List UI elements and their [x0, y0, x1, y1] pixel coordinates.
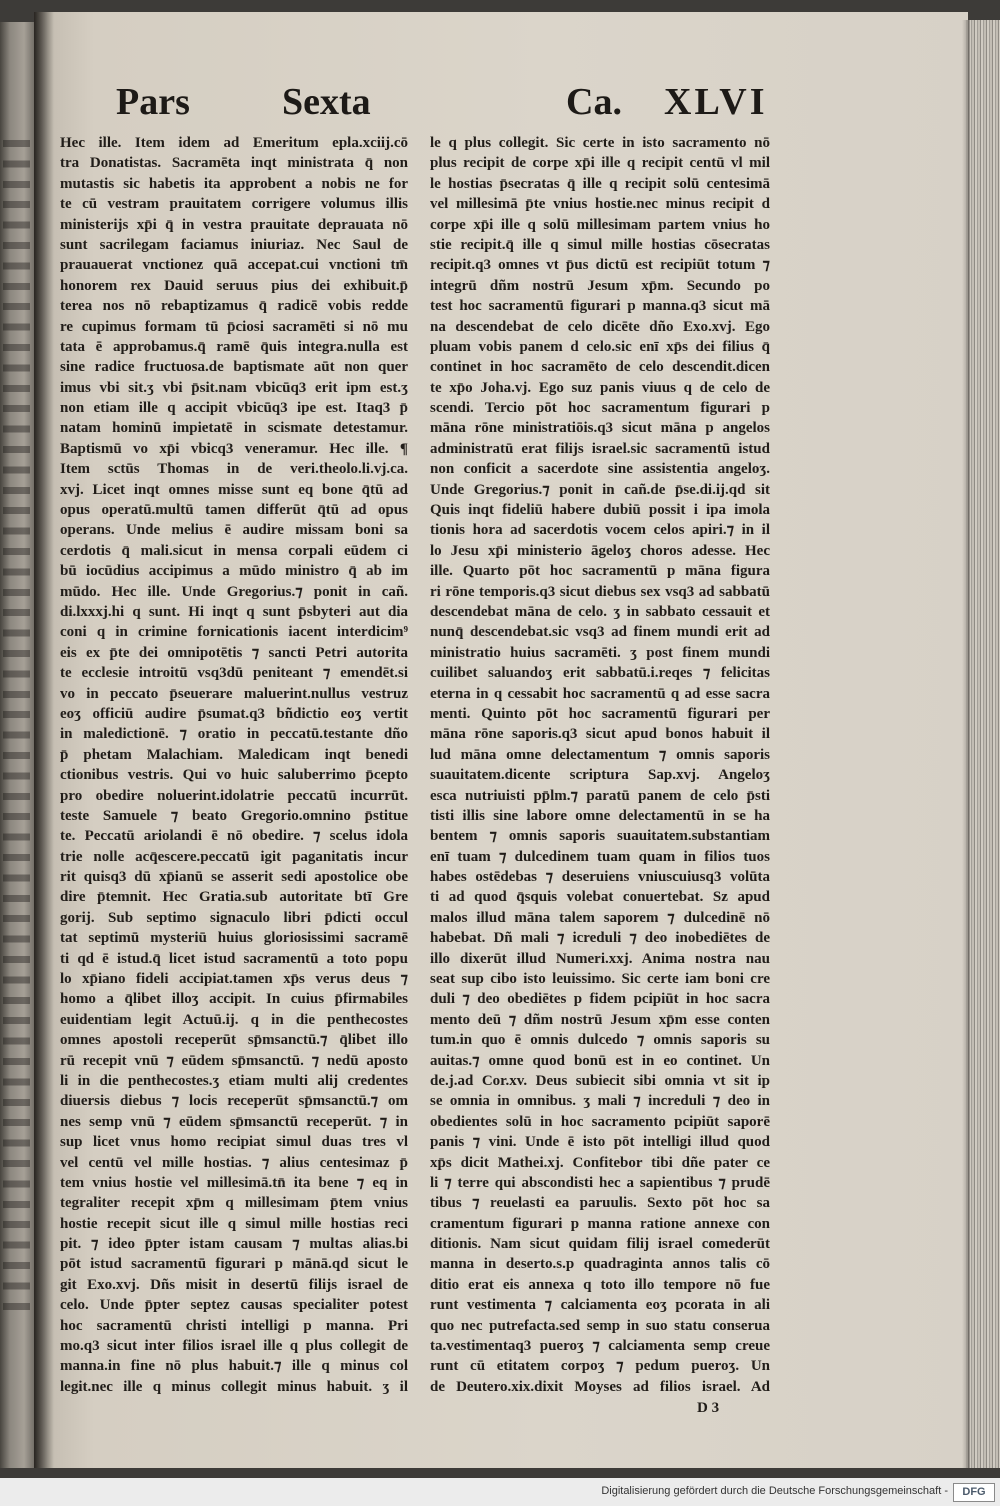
- text-line-content: teste Samuele ⁊ beato Gregorio.omnino p̄stitue: [60, 807, 408, 824]
- text-line: [430, 357, 770, 377]
- text-line: [430, 1091, 770, 1111]
- text-line-content: menti. Quinto pōt hoc sacramentū figurari per: [430, 705, 770, 722]
- text-line: [430, 786, 770, 806]
- text-line-content: tum.in quo ē omnis dulcedo ⁊ omnis saporis su: [430, 1032, 770, 1049]
- text-line: [60, 255, 408, 275]
- text-line: [60, 317, 408, 337]
- text-line: [430, 459, 770, 479]
- text-line-content: seat sup cibo isto leuissimo. Sic certe iam boni cre: [430, 971, 770, 988]
- text-line-content: euidentiam legit Actuū.ij. q in die penthecostes: [60, 1011, 408, 1028]
- text-line-content: mutastis sic habetis ita approbent a nobis ne for: [60, 175, 408, 192]
- text-line-content: dire p̄temnit. Hec Gratia.sub autoritate btī Gre: [60, 889, 408, 906]
- text-line: [60, 989, 408, 1009]
- text-line: [430, 847, 770, 867]
- folio-number: XLVI: [664, 81, 768, 123]
- text-line: [430, 1316, 770, 1336]
- text-line-content: coni q in crimine fornicationis iacent interdicim⁹: [60, 624, 408, 641]
- text-line-content: mo.q3 sicut inter filios israel ille q plus collegit de: [60, 1338, 408, 1355]
- text-line-content: auitas.⁊ omne quod bonū est in eo continet. Un: [430, 1052, 770, 1069]
- text-line-content: eoʒ officiū audire p̄sumat.q3 bñdictio eoʒ vertit: [60, 705, 408, 722]
- text-line-content: stie recipit.q̄ ille q simul mille hostias cōsecratas: [430, 236, 770, 253]
- text-line: [430, 500, 770, 520]
- text-line: [60, 643, 408, 663]
- text-line-content: diuersis diebus ⁊ locis receperūt sp̄msanctū.⁊ om: [60, 1093, 408, 1110]
- text-line-content: te ecclesie introitū vsq3dū peniteant ⁊ emendēt.si: [60, 665, 408, 682]
- text-line-content: operans. Unde melius ē audire missam boni sa: [60, 522, 408, 539]
- text-line-content: manna.in fine nō plus habuit.⁊ ille q minus col: [60, 1358, 408, 1375]
- text-line-content: ministerijs xp̄i q̄ in vestra prauitate deprauata nō: [60, 216, 408, 233]
- text-line-content: non etiam ille q accipit vbicūq3 ipe est. Itaq3 p̄: [60, 400, 408, 417]
- text-line: [60, 663, 408, 683]
- text-line: [430, 928, 770, 948]
- text-line-content: pit. ⁊ ideo p̄pter istam causam ⁊ multas alias.bi: [60, 1236, 408, 1253]
- text-line: [430, 174, 770, 194]
- text-line-content: se omnia in omnibus. ʒ mali ⁊ increduli ⁊ deo in: [430, 1093, 770, 1110]
- text-line-content: ti ad quod q̄squis volebat conuertebat. Sz apud: [430, 889, 770, 906]
- digitization-credit-bar: [0, 1478, 1000, 1506]
- signature-mark: D 3: [697, 1400, 720, 1416]
- text-line-content: opus operatū.multū tamen differūt q̄tū ad opus: [60, 502, 408, 519]
- text-line-content: cerdotis q̄ mali.sicut in mensa corpali eūdem ci: [60, 542, 408, 559]
- text-line-content: sunt sacrilegam faciamus iniuriaz. Nec Saul de: [60, 236, 408, 253]
- text-line-content: runt cū etitatem corpoʒ ⁊ pedum pueroʒ. Un: [430, 1358, 770, 1375]
- text-line-content: Quis inqt fideliū habere dubiū possit i ipa imola: [430, 502, 770, 519]
- text-line: [60, 1132, 408, 1152]
- previous-page-text-fragments: [3, 134, 30, 1314]
- text-line-content: scendi. Tercio pōt hoc sacramentum figurari p: [430, 400, 770, 417]
- text-line: [60, 724, 408, 744]
- text-line-content: li ⁊ terre qui abscondisti hec a sapientibus ⁊ prudē: [430, 1174, 770, 1191]
- text-line-content: terea nos nō rebaptizamus q̄ radicē vobis redde: [60, 298, 408, 315]
- text-line: [430, 378, 770, 398]
- text-line-content: māna rōne ministratiōis.q3 sicut māna p angelos: [430, 420, 770, 437]
- text-line: [60, 908, 408, 928]
- text-line: [60, 765, 408, 785]
- text-line-content: xp̄s dicit Mathei.xj. Confitebor tibi dñe pater ce: [430, 1154, 770, 1171]
- text-line: [60, 1295, 408, 1315]
- text-line-content: illo dixerūt illud Numeri.xxj. Anima nostra nau: [430, 950, 770, 967]
- text-line: [60, 1336, 408, 1356]
- text-line: [60, 418, 408, 438]
- text-line: [60, 357, 408, 377]
- text-line: [60, 1112, 408, 1132]
- text-line: [60, 480, 408, 500]
- text-line-content: nes semp vnū ⁊ eūdem sp̄msanctū receperūt. ⁊ in: [60, 1113, 408, 1130]
- text-line: [60, 1010, 408, 1030]
- text-line: [430, 724, 770, 744]
- text-line: [60, 602, 408, 622]
- text-line-content: ri rōne temporis.q3 sicut diebus sex vsq3 ad sabbatū: [430, 583, 770, 600]
- text-line-content: honorem rex Dauid seruus pius dei exhibuit.p̄: [60, 277, 408, 294]
- text-line: [60, 684, 408, 704]
- text-line: [60, 541, 408, 561]
- text-line: [60, 622, 408, 642]
- text-line: [430, 643, 770, 663]
- text-line-content: Baptismū vo xp̄i vbicq3 veneramur. Hec ille. ¶: [60, 440, 408, 457]
- text-line: [430, 1051, 770, 1071]
- text-line: [60, 439, 408, 459]
- text-line: [430, 541, 770, 561]
- text-line: [60, 520, 408, 540]
- text-line-content: ta.vestimentaq3 pueroʒ ⁊ calciamenta semp creue: [430, 1338, 770, 1355]
- text-line-content: tem vnius hostie vel millesimā.tn̄ ita bene ⁊ eq in: [60, 1174, 408, 1191]
- text-line-content: hostie recepit sicut ille q simul mille hostias reci: [60, 1215, 408, 1232]
- text-line: [60, 337, 408, 357]
- text-line: [60, 1030, 408, 1050]
- text-line: [60, 1316, 408, 1336]
- text-line-content: vel centū vel mille hostias. ⁊ alius centesimaz p̄: [60, 1154, 408, 1171]
- text-line-content: bentem ⁊ omnis saporis suauitatem.substantiam: [430, 828, 770, 845]
- text-line: [60, 806, 408, 826]
- text-line: [60, 867, 408, 887]
- text-line: [430, 663, 770, 683]
- text-line-content: recipit.q3 omnes vt p̄us dictū est recipiūt totum ⁊: [430, 257, 770, 274]
- text-line: [430, 806, 770, 826]
- running-head-part-name: Sexta: [282, 81, 371, 123]
- text-line: [430, 1132, 770, 1152]
- text-line-content: non conficit a sacerdote sine assistentia angeloʒ.: [430, 461, 770, 478]
- text-line-content: le q plus collegit. Sic certe in isto sacramento nō: [430, 135, 770, 151]
- text-line: [430, 1377, 770, 1397]
- text-line: [430, 418, 770, 438]
- right-text-column: [430, 133, 770, 1397]
- text-line-content: tionis hora ad sacerdotis vocem celos apiri.⁊ in il: [430, 522, 770, 539]
- text-line-content: corpe xp̄i ille q solū millesimam partem vnius ho: [430, 216, 770, 233]
- text-line: [60, 928, 408, 948]
- text-line: [430, 1010, 770, 1030]
- text-line: [430, 133, 770, 153]
- text-line: [60, 500, 408, 520]
- text-line-content: natam hominū impietatē in scismate detestamur.: [60, 420, 408, 437]
- text-line: [430, 908, 770, 928]
- text-line: [430, 887, 770, 907]
- text-line-content: p̄ phetam Malachiam. Maledicam inqt benedi: [60, 746, 408, 763]
- text-line: [430, 1275, 770, 1295]
- text-line: [430, 153, 770, 173]
- text-line-content: Item sctūs Thomas in de veri.theolo.li.vj.ca.: [60, 461, 408, 478]
- text-line-content: celo. Unde p̄pter septez causas specialiter potest: [60, 1297, 408, 1314]
- text-line: [430, 1214, 770, 1234]
- text-line-content: eis ex p̄te dei omnipotētis ⁊ sancti Petri autorita: [60, 644, 408, 661]
- text-line: [430, 1295, 770, 1315]
- text-line-content: quo nec putrefacta.sed semp in suo statu conserua: [430, 1317, 770, 1334]
- text-line-content: le hostias p̄secratas q̄ ille q recipit solū centesimā: [430, 175, 770, 192]
- text-line: [60, 561, 408, 581]
- text-line-content: tegraliter recepit xp̄m q millesimam p̄tem vnius: [60, 1195, 408, 1212]
- text-line: [60, 949, 408, 969]
- text-line-content: vel millesimā p̄te vnius hostie.nec minus recipit d: [430, 196, 770, 213]
- text-line: [430, 867, 770, 887]
- text-line-content: mūdo. Hec ille. Unde Gregorius.⁊ ponit in cañ.: [60, 583, 408, 600]
- dfg-logo: DFG: [953, 1483, 995, 1502]
- text-line: [430, 949, 770, 969]
- text-line: [430, 317, 770, 337]
- text-line: [60, 174, 408, 194]
- text-line: [430, 582, 770, 602]
- text-line-content: te cū vestram prauitatem corrigere volumus illis: [60, 196, 408, 213]
- text-line-content: eterna in q cessabit hoc sacramentū q ad esse sacra: [430, 685, 770, 702]
- text-line: [430, 1254, 770, 1274]
- text-line: [430, 745, 770, 765]
- text-line: [60, 1356, 408, 1376]
- text-line-content: homo a q̄libet illoʒ accipit. In cuius p̄firmabiles: [60, 991, 408, 1008]
- text-line: [430, 1336, 770, 1356]
- text-line-content: ministratio huius sacramēti. ʒ post finem mundi: [430, 644, 770, 661]
- text-line-content: ti qd ē istud.q̄ licet istud sacramentū a toto popu: [60, 950, 408, 967]
- text-line: [430, 1071, 770, 1091]
- left-text-column: [60, 133, 408, 1397]
- digitization-credit: Digitalisierung gefördert durch die Deutsche Forschungsgemeinschaft -: [601, 1485, 948, 1497]
- text-line: [60, 786, 408, 806]
- text-line: [430, 1112, 770, 1132]
- text-line-content: nunq̄ descendebat.sic vsq3 ad finem mundi erit ad: [430, 624, 770, 641]
- text-line: [430, 276, 770, 296]
- text-line: [60, 398, 408, 418]
- text-line-content: manna in deserto.s.p quadraginta annos talis cō: [430, 1256, 770, 1273]
- text-line-content: habes ostēdebas ⁊ deseruiens vniuscuiusq3 volūta: [430, 869, 770, 886]
- text-line: [430, 1356, 770, 1376]
- text-line-content: prauauerat vnctionez quā accepat.cui vnctioni tm̄: [60, 257, 408, 274]
- text-line-content: malos illud māna talem saporem ⁊ dulcedinē nō: [430, 909, 770, 926]
- text-line-content: integrū dñm nostrū Jesum xp̄m. Secundo po: [430, 277, 770, 294]
- text-line-content: habebat. Dñ mali ⁊ icreduli ⁊ deo inobediētes de: [430, 930, 770, 947]
- text-line: [430, 1234, 770, 1254]
- text-line-content: rū recepit vnū ⁊ eūdem sp̄msanctū. ⁊ nedū aposto: [60, 1052, 408, 1069]
- text-line: [60, 378, 408, 398]
- text-line: [60, 1153, 408, 1173]
- text-line: [430, 215, 770, 235]
- text-line-content: sine radice fructuosa.de baptismate aūt non quer: [60, 359, 408, 376]
- text-line: [60, 296, 408, 316]
- text-line: [60, 153, 408, 173]
- text-line-content: lud māna omne delectamentum ⁊ omnis saporis: [430, 746, 770, 763]
- text-line-content: li in die penthecostes.ʒ etiam multi alij credentes: [60, 1072, 408, 1089]
- text-line: [60, 1377, 408, 1397]
- text-line: [60, 1173, 408, 1193]
- text-line: [430, 561, 770, 581]
- text-line: [60, 1051, 408, 1071]
- text-line: [60, 459, 408, 479]
- text-line: [430, 622, 770, 642]
- text-line-content: suauitatem.dicente scriptura Sap.xvj. Angeloʒ: [430, 767, 770, 784]
- text-line-content: lo Jesu xp̄i ministerio āgeloʒ choros adesse. Hec: [430, 542, 770, 559]
- text-line: [430, 826, 770, 846]
- text-line-content: imus vbi sit.ʒ vbi p̄sit.nam vbicūq3 erit ipm est.ʒ: [60, 379, 408, 396]
- text-line: [430, 480, 770, 500]
- previous-page-edge: [0, 22, 36, 1468]
- text-line-content: pōt istud sacramentū figurari p mānā.qd sicut le: [60, 1256, 408, 1273]
- text-line-content: Unde Gregorius.⁊ ponit in cañ.de p̄se.di.ij.qd sit: [430, 481, 770, 498]
- text-line: [60, 1254, 408, 1274]
- text-line: [430, 765, 770, 785]
- text-line-content: git Exo.xvj. Dñs misit in desertū filijs israel de: [60, 1276, 408, 1293]
- text-line: [430, 969, 770, 989]
- text-line: [430, 704, 770, 724]
- text-line: [60, 1234, 408, 1254]
- text-line: [60, 276, 408, 296]
- text-line: [60, 133, 408, 153]
- text-line-content: cuilibet saluandoʒ erit sabbatū.i.reqes ⁊ felicitas: [430, 665, 770, 682]
- text-line-content: ditio erat eis annexa q toto illo tempore nō fue: [430, 1276, 770, 1293]
- text-line-content: rit quisq3 dū xp̄ianū se asserit sedi apostolice obe: [60, 869, 408, 886]
- text-line-content: tibus ⁊ reuelasti ea paruulis. Sexto pōt hoc sa: [430, 1195, 770, 1212]
- text-line: [60, 847, 408, 867]
- text-line-content: Hec ille. Item idem ad Emeritum epla.xciij.cō: [60, 135, 408, 151]
- text-line: [430, 337, 770, 357]
- running-head-part-label: Pars: [116, 81, 190, 123]
- text-line: [60, 1193, 408, 1213]
- text-line-content: re cupimus formam tū p̄ciosi sacramēti si nō mu: [60, 318, 408, 335]
- text-line: [430, 602, 770, 622]
- text-line: [60, 969, 408, 989]
- text-line-content: lo xp̄iano fideli accipiat.tamen xp̄s verus deus ⁊: [60, 971, 408, 988]
- text-line-content: esca nutriuisti pp̄lm.⁊ paratū panem de celo p̄sti: [430, 787, 770, 804]
- text-line-content: bū iocūdius accipimus a mūdo ministro q̄ ab im: [60, 563, 408, 580]
- page-edges-shadow: [962, 20, 970, 1468]
- gutter-shadow: [34, 12, 54, 1468]
- text-line-content: māna rōne saporis.q3 sicut apud bonos habuit il: [430, 726, 770, 743]
- text-line-content: te xp̄o Joha.vj. Ego suz panis viuus q de celo de: [430, 379, 770, 396]
- text-line-content: gorij. Sub septimo signaculo libri p̄dicti occul: [60, 909, 408, 926]
- text-line-content: te. Peccatū ariolandi ē nō obedire. ⁊ scelus idola: [60, 828, 408, 845]
- text-line-content: mento deū ⁊ dñm nostrū Jesum xp̄m esse conten: [430, 1011, 770, 1028]
- text-line-content: duli ⁊ deo obediētes p fidem pcipiūt in hoc sacra: [430, 991, 770, 1008]
- text-line-content: obedientes solū in hoc sacramento pcipiūt saporē: [430, 1113, 770, 1130]
- text-line: [430, 296, 770, 316]
- text-line: [60, 194, 408, 214]
- text-line: [60, 582, 408, 602]
- text-line: [60, 235, 408, 255]
- text-line: [60, 1071, 408, 1091]
- text-line-content: in maledictionē. ⁊ oratio in peccatū.testante dño: [60, 726, 408, 743]
- text-line: [60, 215, 408, 235]
- text-line-content: pro obedire noluerint.idolatrie peccatū incurrūt.: [60, 787, 408, 804]
- text-line-content: de Deutero.xix.dixit Moyses ad filios israel. Ad: [430, 1378, 770, 1395]
- text-line-content: descendebat māna de celo. ʒ in sabbato cessauit et: [430, 603, 770, 620]
- text-line: [430, 1153, 770, 1173]
- text-line-content: tra Donatistas. Sacramēta inqt ministrata q̄ non: [60, 155, 408, 172]
- text-line-content: tata ē approbamus.q̄ ramē q̄uis integra.nulla est: [60, 338, 408, 355]
- text-line: [60, 704, 408, 724]
- text-line-content: na descendebat de celo dicēte dño Exo.xvj. Ego: [430, 318, 770, 335]
- text-line-content: de.j.ad Cor.xv. Deus subiecit sibi omnia vt sit ip: [430, 1072, 770, 1089]
- text-line-content: hoc sacramentū christi intelligi p manna. Pri: [60, 1317, 408, 1334]
- text-line-content: omnes apostoli receperūt sp̄msanctū.⁊ q̄libet illo: [60, 1032, 408, 1049]
- text-line: [430, 1173, 770, 1193]
- text-line-content: trie nolle acq̄escere.peccatū igit paganitatis incur: [60, 848, 408, 865]
- text-line: [430, 1193, 770, 1213]
- text-line-content: pluam vobis panem d celo.sic enī xp̄s dei filius q̄: [430, 338, 770, 355]
- text-line-content: di.lxxxj.hi q sunt. Hi inqt q sunt p̄sbyteri aut dia: [60, 603, 408, 620]
- text-line-content: xvj. Licet inqt omnes misse sunt eq bone q̄tū ad: [60, 481, 408, 498]
- text-line-content: administratū erat filijs israel.sic sacramentū istud: [430, 440, 770, 457]
- text-line-content: test hoc sacramentū figurari p manna.q3 sicut mā: [430, 298, 770, 315]
- text-line: [430, 255, 770, 275]
- text-line-content: tat septimū mysteriū huius gloriosissimi sacramē: [60, 930, 408, 947]
- text-line: [430, 989, 770, 1009]
- running-head-chapter-label: Ca.: [566, 81, 622, 123]
- text-line: [430, 1030, 770, 1050]
- text-line-content: ille. Quarto pōt hoc sacramentū p māna figura: [430, 563, 770, 580]
- text-line: [430, 520, 770, 540]
- text-line: [60, 1091, 408, 1111]
- text-line-content: runt vestimenta ⁊ calciamenta eoʒ pcorata in ali: [430, 1297, 770, 1314]
- text-line-content: panis ⁊ vini. Unde ē isto pōt intelligi illud quod: [430, 1134, 770, 1151]
- text-line-content: cramentum figurari p manna ratione annexe con: [430, 1215, 770, 1232]
- text-line: [430, 684, 770, 704]
- page-edges: [966, 20, 1000, 1468]
- text-line: [430, 235, 770, 255]
- text-line: [60, 1214, 408, 1234]
- text-line-content: enī tuam ⁊ dulcedinem tuam quam in filios tuos: [430, 848, 770, 865]
- text-line: [60, 745, 408, 765]
- text-line: [430, 439, 770, 459]
- text-line-content: continet in hoc sacramēto de celo descendit.dicen: [430, 359, 770, 376]
- text-line-content: sup licet vnus homo recipiat simul duas tres vl: [60, 1134, 408, 1151]
- text-line: [60, 826, 408, 846]
- text-line: [60, 887, 408, 907]
- text-line-content: legit.nec ille q minus collegit minus habuit. ʒ il: [60, 1378, 408, 1395]
- text-line-content: ctionibus vestris. Qui vo huic saluberrimo p̄cepto: [60, 767, 408, 784]
- text-line-content: vo in peccato p̄seuerare maluerint.nullus vestruz: [60, 685, 408, 702]
- text-line-content: ditionis. Nam sicut quidam filij israel comederūt: [430, 1236, 770, 1253]
- text-line: [60, 1275, 408, 1295]
- text-line-content: tisti illis sine labore omne delectamentū in se ha: [430, 807, 770, 824]
- text-line: [430, 194, 770, 214]
- text-line: [430, 398, 770, 418]
- text-line-content: plus recipit de corpe xp̄i ille q recipit centū vl mil: [430, 155, 770, 172]
